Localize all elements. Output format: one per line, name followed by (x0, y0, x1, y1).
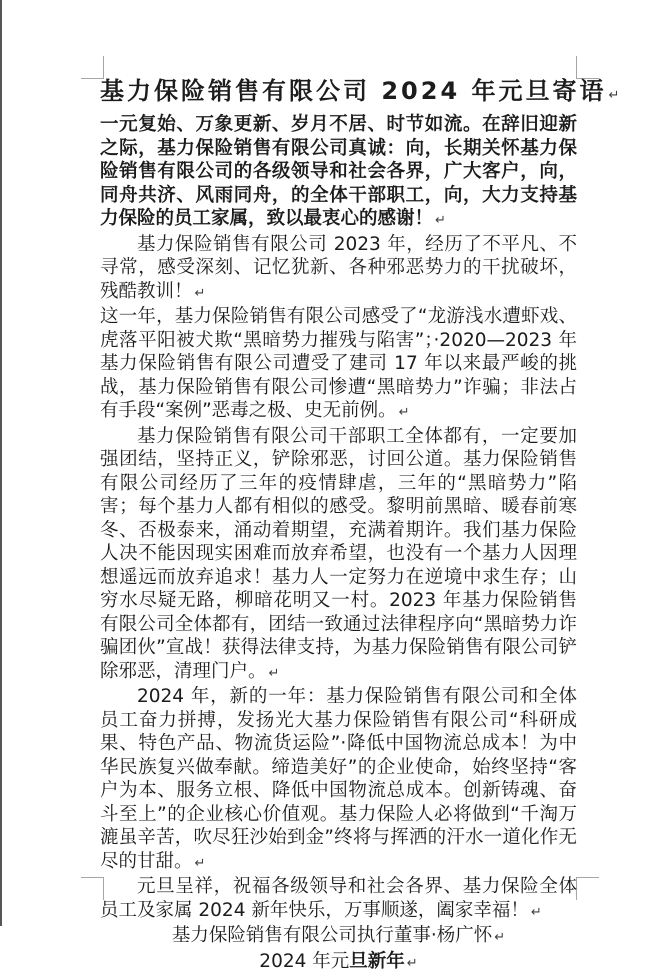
paragraph-text: 基力保险销售有限公司 2023 年，经历了不平凡、不寻常，感受深刻、记忆犹新、各种邪恶势力的干扰破坏，残酷教训！ (100, 234, 577, 302)
paragraph-mark-icon: ↵ (195, 856, 206, 871)
paragraph-mark-icon: ↵ (494, 930, 505, 945)
paragraph-mark-icon: ↵ (269, 666, 280, 681)
paragraph-signature (100, 924, 577, 950)
paragraph-mark-icon: ↵ (399, 405, 410, 420)
paragraph-2024-outlook (100, 685, 577, 875)
paragraph-greeting (100, 113, 577, 233)
date-line-bold: 旦新年 (349, 951, 405, 972)
paragraph-mark-icon: ↵ (407, 956, 418, 971)
paragraph-text: 基力保险销售有限公司执行董事·杨广怀 (172, 925, 492, 946)
paragraph-new-year-wishes (100, 875, 577, 924)
paragraph-mark-icon: ↵ (195, 286, 206, 301)
crop-mark-top-right (576, 56, 599, 79)
paragraph-date-line (100, 950, 577, 975)
paragraph-2023-review (100, 233, 577, 306)
page-left-edge-line (0, 0, 2, 926)
paragraph-mark-icon: ↵ (435, 213, 446, 228)
paragraph-text: 元旦呈祥，祝福各级领导和社会各界、基力保险全体员工及家属 2024 新年快乐，万事顺遂，阖家幸福！ (100, 876, 577, 921)
document-title-text: 基力保险销售有限公司 2024 年元旦寄语 (100, 77, 607, 105)
paragraph-text: 基力保险销售有限公司干部职工全体都有，一定要加强团结，坚持正义，铲除邪恶，讨回公道。基力保险销售有限公司经历了三年的疫情肆虐，三年的“黑暗势力”陷害；每个基力人都有相似的感受。黎明前黑暗、暖春前寒冬、否极泰来，涌动着期望，充满着期许。我们基力保险人决不能因现实困难而放弃希望，也没有一个基力人因理想遥远而放弃追求！基力人一定努力在逆境中求生存；山穷水尽疑无路，柳暗花明又一村。2023 年基力保险销售有限公司全体都有，团结一致通过法律程序向“黑暗势力诈骗团伙”宣战！获得法律支持，为基力保险销售有限公司铲除邪恶，清理门户。 (100, 426, 577, 682)
crop-mark-bottom-right (576, 877, 599, 900)
paragraph-this-year (100, 305, 577, 425)
paragraph-text: 2024 年，新的一年：基力保险销售有限公司和全体员工奋力拼搏，发扬光大基力保险销售有限公司“科研成果、特色产品、物流货运险”·降低中国物流总成本！为中华民族复兴做奉献。缔造美好”的企业使命，始终坚持“客户为本、服务立根、降低中国物流总成本。创新铸魂、奋斗至上”的企业核心价值观。基力保险人必将做到“千淘万漉虽辛苦，吹尽狂沙始到金”终将与挥洒的汗水一道化作无尽的甘甜。 (100, 686, 577, 872)
paragraph-text: 这一年，基力保险销售有限公司感受了“龙游浅水遭虾戏、虎落平阳被犬欺“黑暗势力摧残与陷害”；·2020—2023 年基力保险销售有限公司遭受了建司 17 年以来最严峻的挑战，基力保险销售有限公司惨遭“黑暗势力”诈骗；非法占有手段“案例”恶毒之极、史无前例。 (100, 306, 577, 421)
paragraph-mark-icon: ↵ (531, 905, 542, 920)
document-text-area (100, 76, 577, 975)
document-title (100, 76, 577, 111)
date-line-regular: 2024 年元 (259, 951, 349, 972)
paragraph-mark-icon: ↵ (609, 88, 620, 103)
paragraph-text: 一元复始、万象更新、岁月不居、时节如流。在辞旧迎新之际，基力保险销售有限公司真诚：向，长期关怀基力保险销售有限公司的各级领导和社会各界，广大客户，向，同舟共济、风雨同舟，的全体干部职工，向，大力支持基力保险的员工家属，致以最衷心的感谢！ (100, 114, 577, 229)
paragraph-staff-unity (100, 425, 577, 686)
